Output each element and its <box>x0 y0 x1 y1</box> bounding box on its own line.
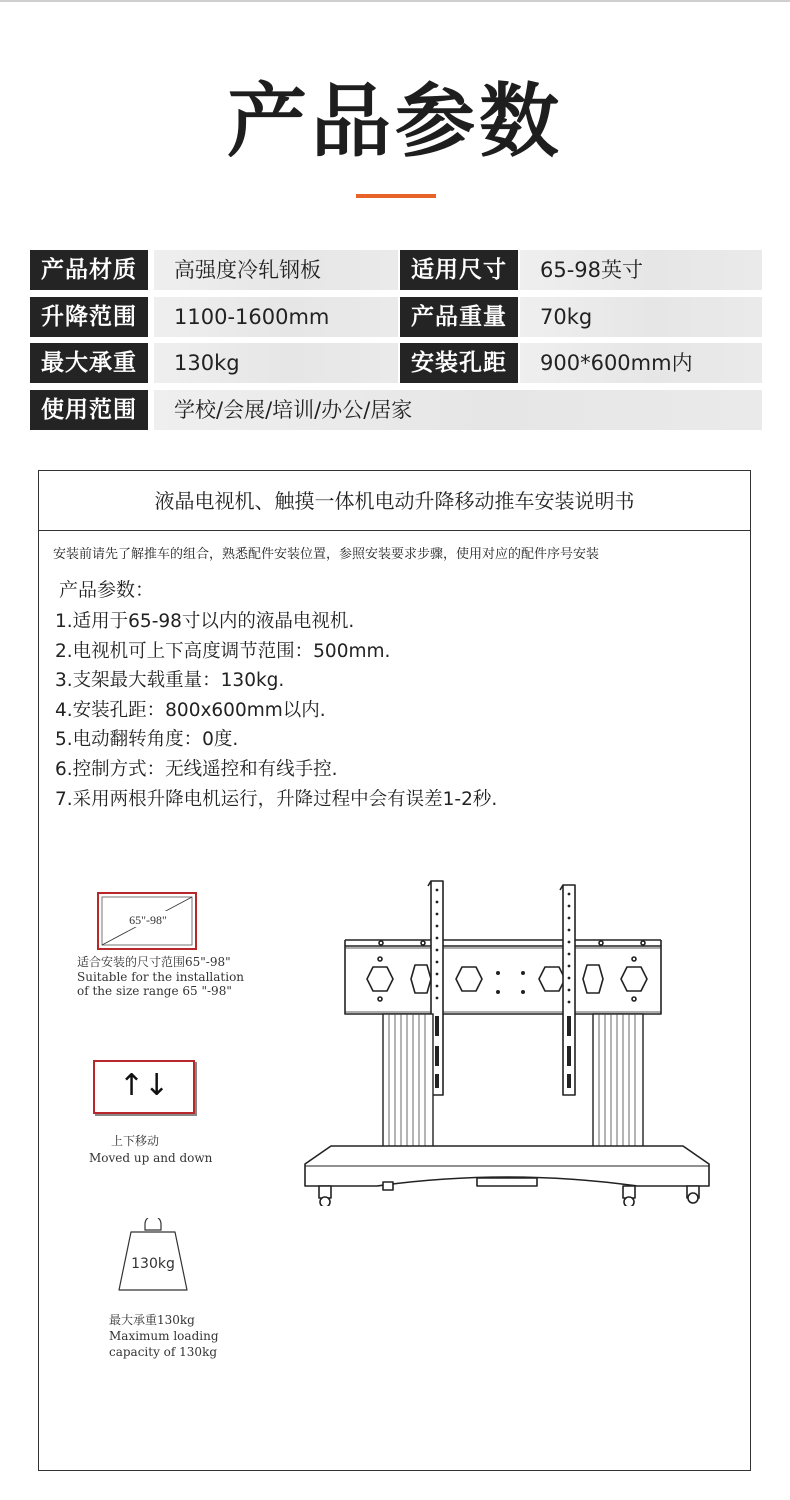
params-list <box>55 607 497 814</box>
page-title: 产品参数 <box>227 75 563 168</box>
list-item: 6.控制方式：无线遥控和有线手控. <box>55 758 338 780</box>
screen-size-icon <box>97 892 197 950</box>
weight-icon <box>115 1218 191 1294</box>
spec-value-hole-spacing: 900*600mm内 <box>520 343 762 383</box>
spec-label-max-load: 最大承重 <box>30 343 148 383</box>
list-item: 4.安装孔距：800x600mm以内. <box>55 699 326 721</box>
list-item: 2.电视机可上下高度调节范围：500mm. <box>55 640 391 662</box>
weight-label: 130kg <box>131 1256 175 1272</box>
size-caption-en-1: Suitable for the installation <box>77 970 245 984</box>
manual-params-title: 产品参数： <box>59 579 155 601</box>
list-item: 7.采用两根升降电机运行，升降过程中会有误差1-2秒. <box>55 788 498 810</box>
spec-value-size: 65-98英寸 <box>520 250 762 290</box>
spec-value-lift-range: 1100-1600mm <box>154 297 398 337</box>
move-caption-en: Moved up and down <box>89 1151 213 1165</box>
screen-size-label: 65"-98" <box>129 913 167 927</box>
spec-label-usage: 使用范围 <box>30 390 148 430</box>
spec-row <box>30 250 762 290</box>
spec-label-weight: 产品重量 <box>400 297 518 337</box>
spec-row <box>30 343 762 383</box>
list-item: 5.电动翻转角度：0度. <box>55 729 239 751</box>
list-item: 3.支架最大载重量：130kg. <box>55 670 285 692</box>
spec-row <box>30 390 762 430</box>
list-item: 1.适用于65-98寸以内的液晶电视机. <box>55 611 355 632</box>
spec-label-hole-spacing: 安装孔距 <box>400 343 518 383</box>
move-caption-cn: 上下移动 <box>111 1134 160 1148</box>
title-accent-bar <box>356 194 436 198</box>
spec-value-weight: 70kg <box>520 297 762 337</box>
spec-label-material: 产品材质 <box>30 250 148 290</box>
tv-stand-drawing-icon <box>301 876 713 1206</box>
spec-row <box>30 297 762 337</box>
up-down-icon <box>93 1060 195 1114</box>
spec-label-size: 适用尺寸 <box>400 250 518 290</box>
size-caption-cn: 适合安装的尺寸范围65"-98" <box>77 955 231 969</box>
top-divider <box>0 0 790 2</box>
arrow-down-icon: ↓ <box>144 1068 170 1103</box>
spec-value-max-load: 130kg <box>154 343 398 383</box>
spec-label-lift-range: 升降范围 <box>30 297 148 337</box>
weight-caption-en-1: Maximum loading <box>109 1329 219 1343</box>
manual-title: 液晶电视机、触摸一体机电动升降移动推车安装说明书 <box>39 471 750 531</box>
spec-value-usage: 学校/会展/培训/办公/居家 <box>154 390 762 430</box>
weight-caption-en-2: capacity of 130kg <box>109 1345 218 1359</box>
manual-note: 安装前请先了解推车的组合，熟悉配件安装位置，参照安装要求步骤，使用对应的配件序号安装 <box>53 547 600 562</box>
manual-panel <box>38 470 751 1471</box>
weight-caption-cn: 最大承重130kg <box>109 1313 195 1327</box>
size-caption-en-2: of the size range 65 "-98" <box>77 984 232 998</box>
arrow-up-icon: ↑ <box>118 1068 144 1103</box>
spec-value-material: 高强度冷轧钢板 <box>154 250 398 290</box>
